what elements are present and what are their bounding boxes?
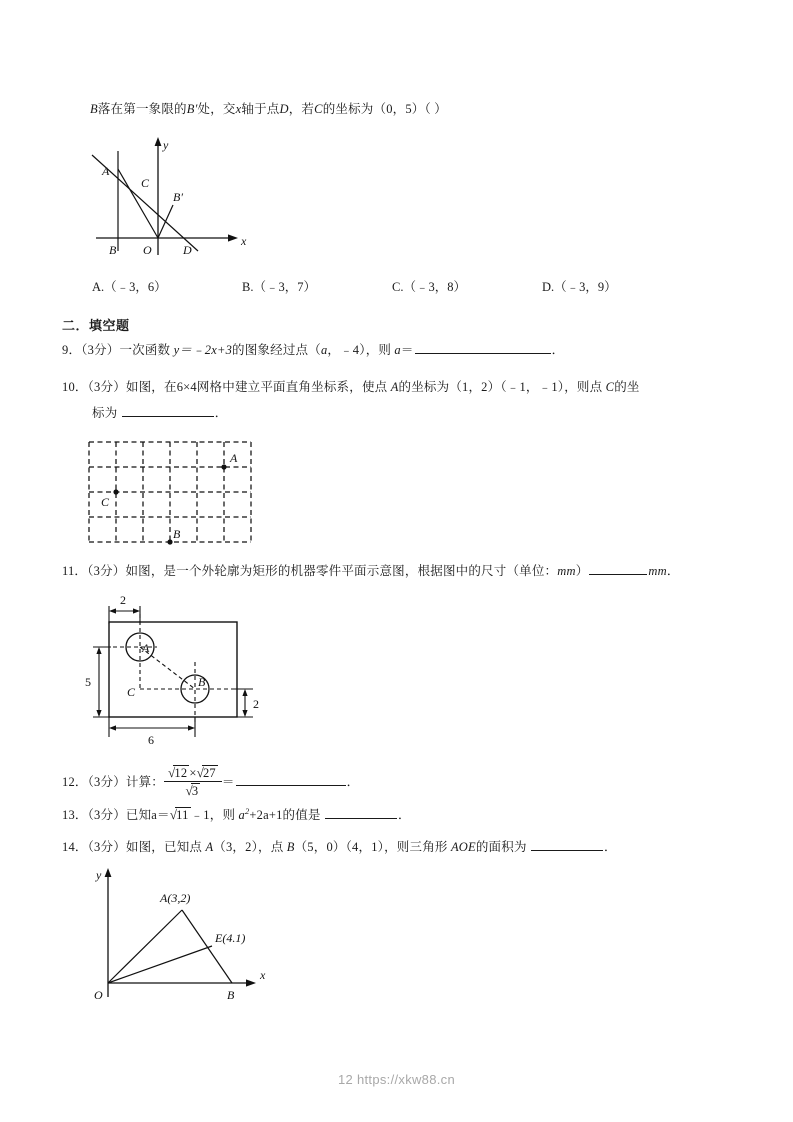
q14-point-label-b: B [227,988,235,1002]
q8-figure [78,133,268,263]
q9-text [62,341,564,360]
q8-text-1: 落在第一象限的 [97,102,187,116]
q11-number: 11．（3分） [62,564,126,578]
q13-sqrt-11: √11 [169,807,189,823]
q13-number: 13．（3分） [62,808,126,823]
q14-point-label-a: A(3,2) [160,891,191,905]
q11-dim-label-top: 2 [120,593,126,607]
q8-axis-label-y: y [163,138,169,152]
q12-text [62,766,359,800]
q8-label-b: B [90,102,98,116]
q10-point-b-dot [167,539,172,544]
q13-part1: 已知a＝ [125,808,170,823]
q11-dim-top [109,606,140,624]
q9-part1: 一次函数 [119,343,171,357]
q8-label-c: C [314,102,323,116]
q10-figure-grid [85,438,265,546]
q8-text-5: 的坐标为（0，5）（ ） [322,102,447,116]
q10-text-line1 [62,378,640,397]
section-heading-fill-in-blanks: 二．填空题 [62,318,130,333]
q11-point-label-c: C [127,685,136,699]
q12-denominator [164,782,222,798]
q12-radicand-3: 3 [191,784,199,799]
q8-point-label-c: C [141,176,150,190]
q14-axis-label-y: y [96,868,102,882]
q10-text-line2 [92,404,227,423]
q13-radicand-11: 11 [176,808,189,823]
q12-part1: 计算： [125,774,165,789]
q8-option-c[interactable]: C.（﹣3，8） [392,280,466,294]
q14-triangle-aoe: AOE [450,840,476,854]
footer-watermark: 12 https://xkw88.cn [338,1072,455,1087]
q13-part3: +2a+1的值是 [249,808,321,823]
q11-tail: ． [666,564,680,578]
q8-point-label-o: O [143,243,152,257]
q10-answer-blank[interactable] [122,404,214,417]
q8-continuation-text [90,100,447,119]
q8-point-label-bprime: B′ [173,190,183,204]
q14-point-label-e: E(4.1) [215,931,246,945]
q9-variable-y: y [173,343,180,357]
q14-number: 14．（3分） [62,840,126,854]
q9-part3: ，﹣4），则 [327,343,392,357]
q14-part1: 如图，已知点 [125,840,203,854]
q13-variable-a: a [238,808,245,823]
q14-segment-oa [108,910,182,983]
q10-point-a-dot [221,464,226,469]
q10-point-label-b: B [173,527,181,541]
q11-part1: 如图，是一个外轮廓为矩形的机器零件平面示意图，根据图中的尺寸（单位： [125,564,558,578]
q8-label-bprime: B′ [186,102,198,116]
q12-sqrt-12: √12 [168,765,188,780]
q14-answer-blank[interactable] [531,838,603,851]
q14-x-axis-arrow [246,979,256,986]
q8-point-label-a: A [102,164,110,178]
q12-times: × [189,766,197,780]
q8-segment-ao [118,169,158,238]
q10-label-a: A [390,380,399,394]
q13-part2: ﹣1，则 [190,808,236,823]
q11-dim-label-left: 5 [85,675,91,689]
q14-text [62,838,617,857]
q14-axis-label-x: x [260,968,266,982]
q11-unit-tail: mm [648,564,667,578]
q8-option-b[interactable]: B.（﹣3，7） [242,280,316,294]
q11-answer-blank[interactable] [589,562,647,575]
q8-text-4: ，若 [288,102,315,116]
q8-text-3: 轴于点 [241,102,280,116]
q12-answer-blank[interactable] [236,773,346,786]
q14-segment-oe [108,946,212,983]
q10-line2-tail: ． [214,406,228,420]
q8-option-a[interactable]: A.（﹣3，6） [92,280,167,294]
q10-line2-prefix: 标为 [92,406,118,420]
q14-part2: （3，2），点 [213,840,284,854]
q12-number: 12．（3分） [62,774,126,789]
q8-text-2: 处，交 [197,102,236,116]
q11-text [62,562,680,581]
q8-segment-o-bprime [158,205,173,238]
q12-radicand-27: 27 [202,766,216,780]
q10-label-c: C [605,380,615,394]
q9-answer-blank[interactable] [415,341,551,354]
q10-number: 10．（3分） [62,380,126,394]
q10-part3: 的坐 [614,380,640,394]
q11-part2: ） [575,564,589,578]
q14-tail: ． [604,840,617,854]
q10-part1: 如图，在6×4网格中建立平面直角坐标系，使点 [125,380,388,394]
q9-number: 9．（3分） [62,343,120,357]
q12-sqrt-3: √3 [185,783,199,799]
q12-tail: ． [346,774,360,789]
q12-sqrt-27: √27 [196,765,216,780]
q11-unit-italic: mm [557,564,576,578]
q11-outer-rectangle [109,622,237,717]
q12-fraction [164,765,222,799]
q8-axis-label-x: x [241,234,247,248]
q8-axis-x: x [235,102,242,116]
q8-point-label-b: B [109,243,117,257]
q10-point-label-c: C [101,495,110,509]
q14-figure [72,862,287,1007]
q14-point-label-o: O [94,988,103,1002]
q9-tail: ． [551,343,565,357]
q14-label-b: B [286,840,295,854]
q10-part2: 的坐标为（1，2）（﹣1，﹣1），则点 [398,380,603,394]
q11-point-label-a: A [142,641,150,655]
q8-label-d: D [279,102,289,116]
q10-grid-lines [89,442,251,542]
q12-numerator [164,765,222,782]
q11-dim-label-right: 2 [253,697,259,711]
q8-option-d[interactable]: D.（﹣3，9） [542,280,617,294]
q11-dim-label-bottom: 6 [148,733,154,747]
q13-text [62,805,411,825]
q8-y-axis-arrow [155,137,162,146]
q9-variable-a: a [320,343,328,357]
q12-radicand-12: 12 [174,766,188,780]
q9-variable-a2: a [394,343,401,357]
q13-exponent: 2 [244,806,250,816]
q11-figure-machine-part [85,593,265,747]
q9-part2: 的图象经过点（ [232,343,321,357]
q8-options-row [92,277,617,295]
q9-equals: ＝ [400,343,414,357]
q14-label-a: A [205,840,214,854]
q14-y-axis-arrow [105,868,112,877]
q13-tail: ． [397,808,411,823]
q11-center-lines [99,614,247,725]
q14-segment-ab [182,910,232,983]
q11-point-label-b: B [198,675,206,689]
q10-point-label-a: A [230,451,238,465]
q13-answer-blank[interactable] [325,806,397,819]
q9-equation: ＝﹣2x+3 [179,343,233,357]
q12-equals: ＝ [221,774,235,789]
q14-part3: （5，0）（4，1），则三角形 [294,840,448,854]
q10-point-c-dot [113,489,118,494]
q8-point-label-d: D [183,243,192,257]
q14-part4: 的面积为 [475,840,527,854]
q8-x-axis-arrow [228,234,238,241]
